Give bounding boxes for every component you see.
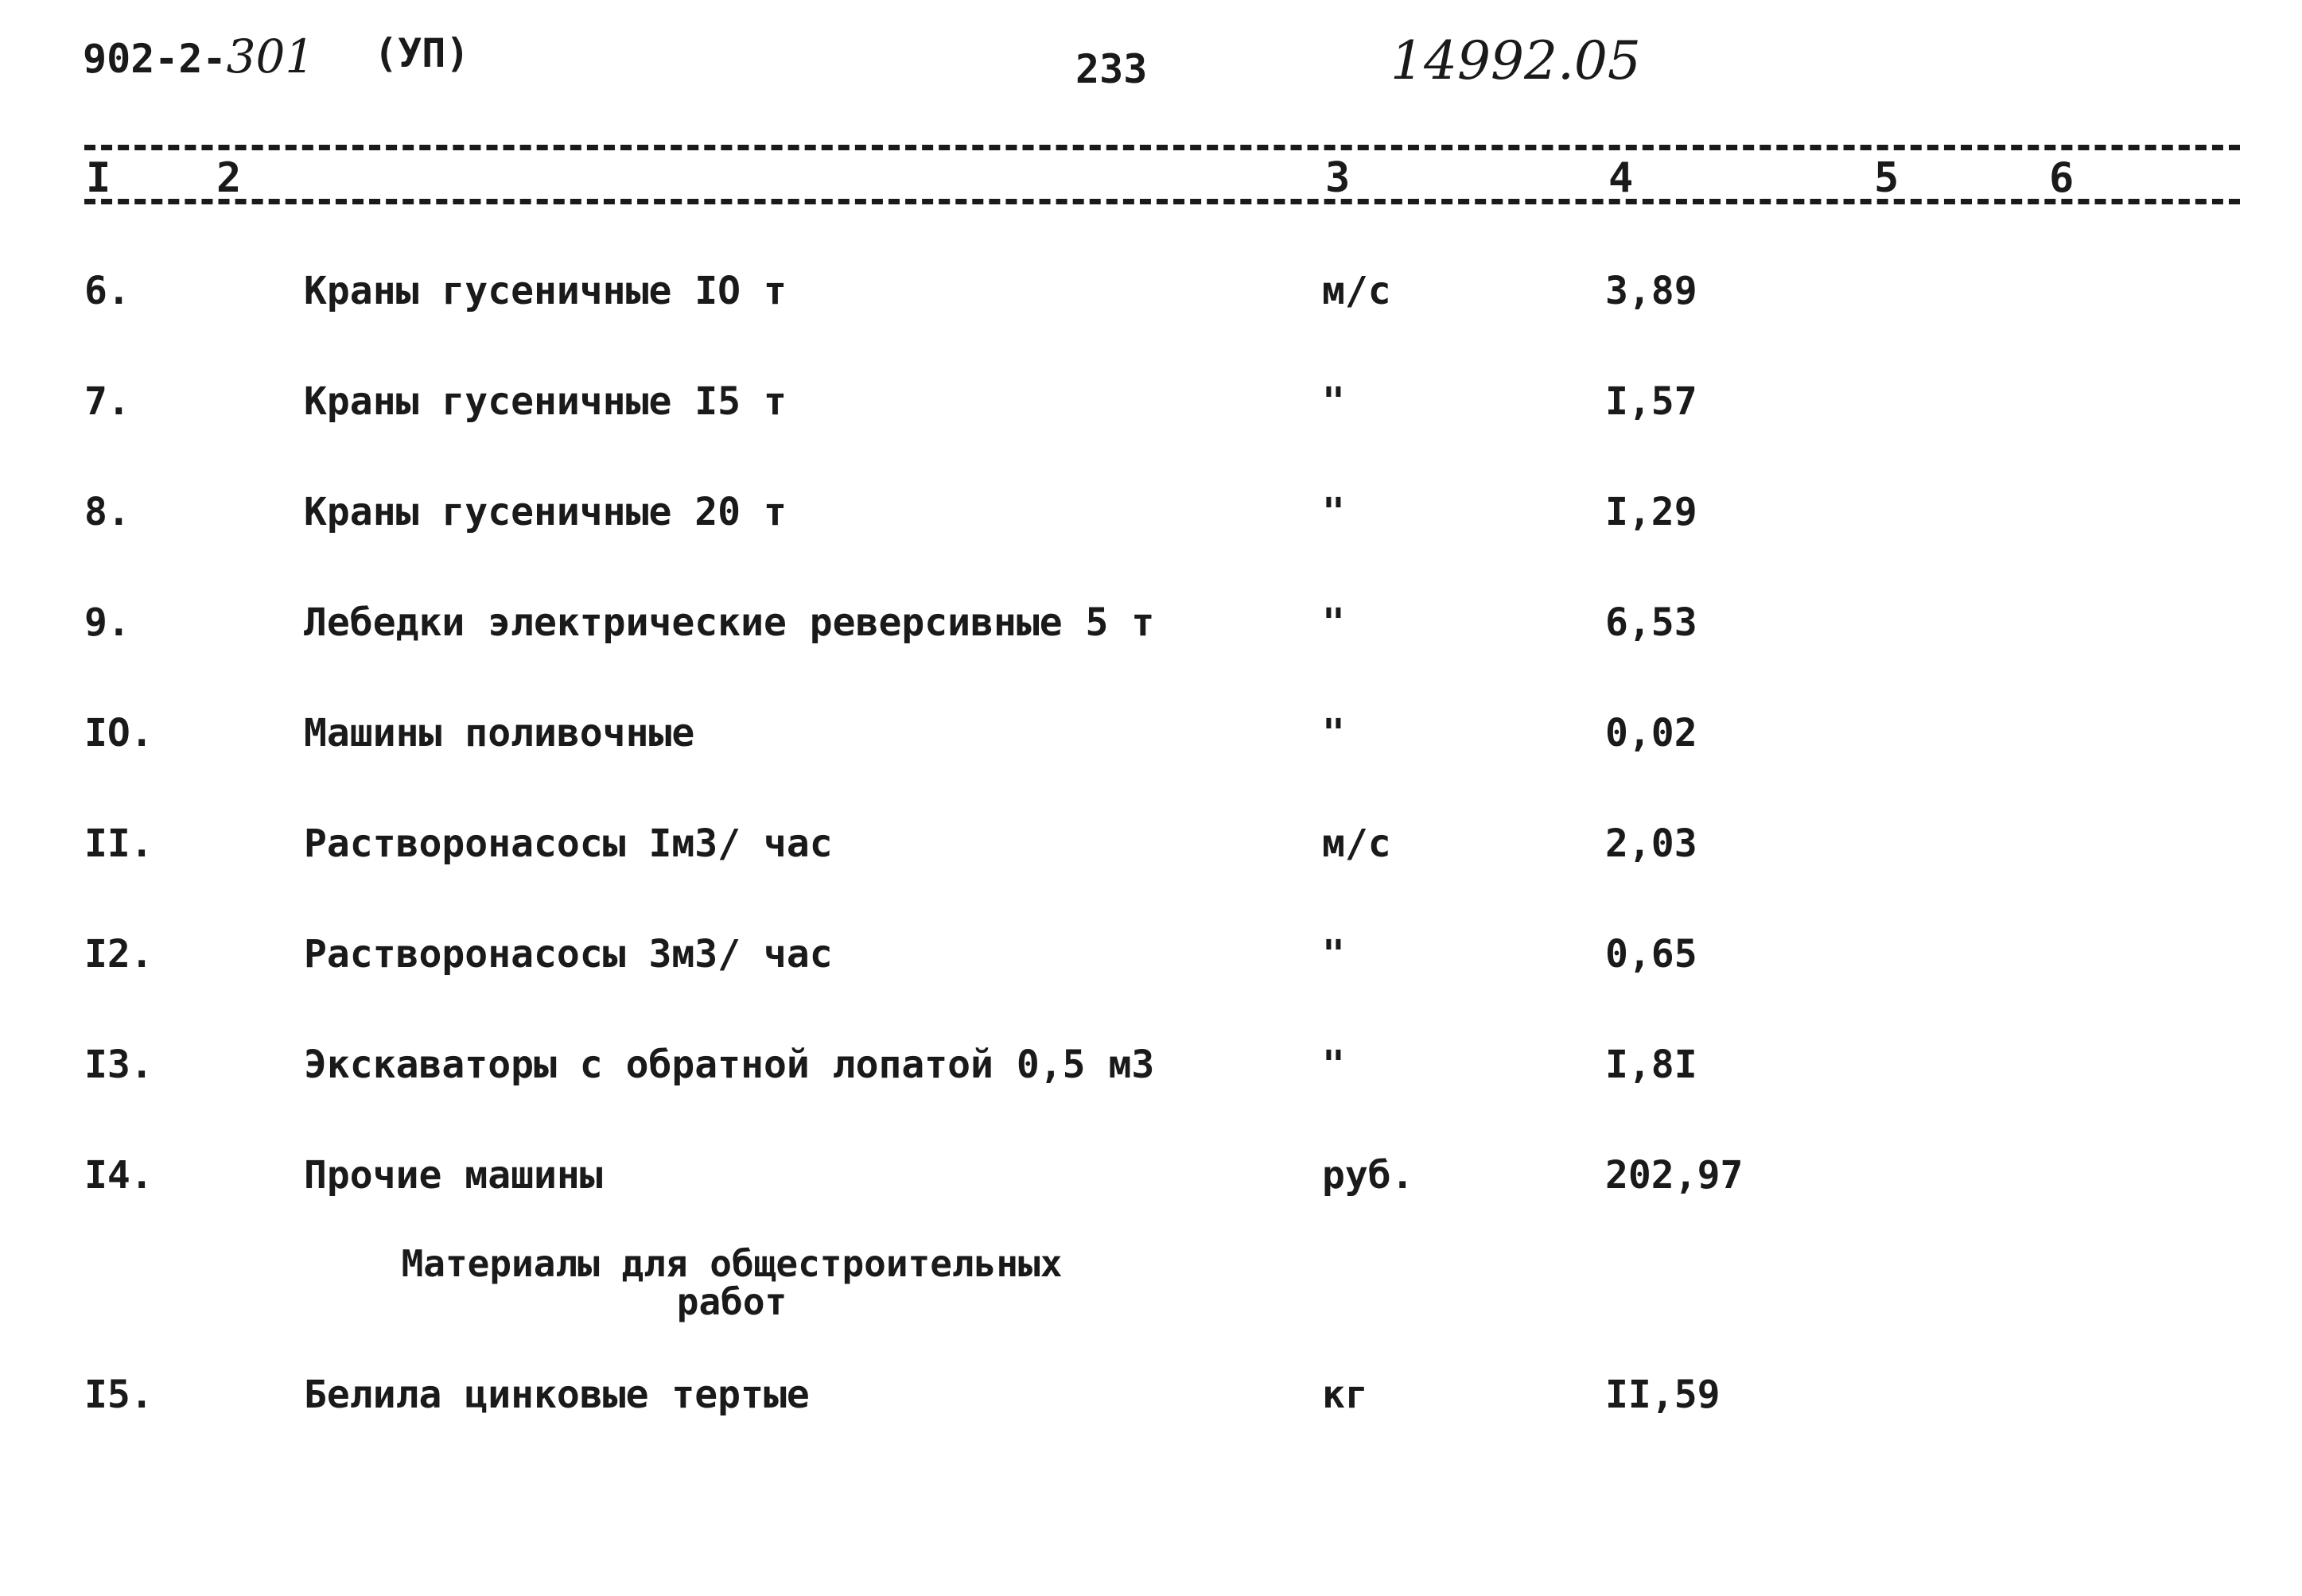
quantity: I,29	[1605, 490, 1697, 534]
document-code-typed: 902-2-	[83, 36, 227, 82]
table-row	[0, 709, 2302, 757]
row-number: II.	[84, 821, 154, 866]
handwritten-stamp: 14992.05	[1390, 30, 1641, 91]
unit: м/с	[1322, 821, 1391, 866]
item-name: Машины поливочные	[304, 711, 695, 755]
page-number: 233	[1075, 46, 1148, 92]
unit: "	[1322, 1043, 1345, 1087]
quantity: 0,65	[1605, 932, 1697, 977]
row-number: I2.	[84, 932, 154, 977]
quantity: 3,89	[1605, 269, 1697, 313]
table-row	[0, 267, 2302, 315]
section-mark: (УП)	[374, 30, 470, 76]
row-number: I5.	[84, 1373, 154, 1417]
item-name: Растворонасосы IмЗ/ час	[304, 821, 833, 866]
table-row	[0, 488, 2302, 536]
column-number-4: 4	[1605, 157, 1636, 199]
column-number-3: 3	[1322, 157, 1353, 199]
table-row	[0, 1041, 2302, 1089]
unit: кг	[1322, 1373, 1368, 1417]
row-number: 8.	[84, 490, 130, 534]
item-name: Лебедки электрические реверсивные 5 т	[304, 600, 1155, 645]
table-row	[0, 820, 2302, 868]
unit: руб.	[1322, 1153, 1414, 1198]
header-rule-top	[84, 145, 2240, 150]
table-row	[0, 378, 2302, 425]
item-name: Растворонасосы ЗмЗ/ час	[304, 932, 833, 977]
item-name: Краны гусеничные I5 т	[304, 379, 787, 424]
column-number-6: 6	[2046, 157, 2077, 199]
row-number: IO.	[84, 711, 154, 755]
unit: "	[1322, 932, 1345, 977]
item-name: Белила цинковые тертые	[304, 1373, 810, 1417]
column-number-5: 5	[1871, 157, 1902, 199]
quantity: 2,03	[1605, 821, 1697, 866]
unit: "	[1322, 379, 1345, 424]
quantity: II,59	[1605, 1373, 1721, 1417]
quantity: 0,02	[1605, 711, 1697, 755]
quantity: I,8I	[1605, 1043, 1697, 1087]
document-code	[83, 29, 315, 83]
column-number-2: 2	[213, 157, 244, 199]
header-rule-bottom	[84, 199, 2240, 204]
column-number-1: I	[83, 157, 114, 199]
item-name: Прочие машины	[304, 1153, 603, 1198]
unit: "	[1322, 600, 1345, 645]
item-name: Экскаваторы с обратной лопатой 0,5 мЗ	[304, 1043, 1155, 1087]
section-heading	[374, 1242, 1090, 1323]
table-row	[0, 1151, 2302, 1199]
item-name: Краны гусеничные 20 т	[304, 490, 787, 534]
row-number: 9.	[84, 600, 130, 645]
section-heading-line-2: работ	[676, 1280, 787, 1323]
table-row	[0, 1371, 2302, 1419]
row-number: IЗ.	[84, 1043, 154, 1087]
table-row	[0, 930, 2302, 978]
row-number: I4.	[84, 1153, 154, 1198]
quantity: 6,53	[1605, 600, 1697, 645]
item-name: Краны гусеничные IO т	[304, 269, 787, 313]
row-number: 6.	[84, 269, 130, 313]
section-heading-line-1: Материалы для общестроительных	[401, 1242, 1063, 1285]
quantity: 202,97	[1605, 1153, 1744, 1198]
unit: м/с	[1322, 269, 1391, 313]
row-number: 7.	[84, 379, 130, 424]
unit: "	[1322, 711, 1345, 755]
document-code-handwritten: 301	[226, 29, 315, 83]
quantity: I,57	[1605, 379, 1697, 424]
table-row	[0, 599, 2302, 647]
unit: "	[1322, 490, 1345, 534]
